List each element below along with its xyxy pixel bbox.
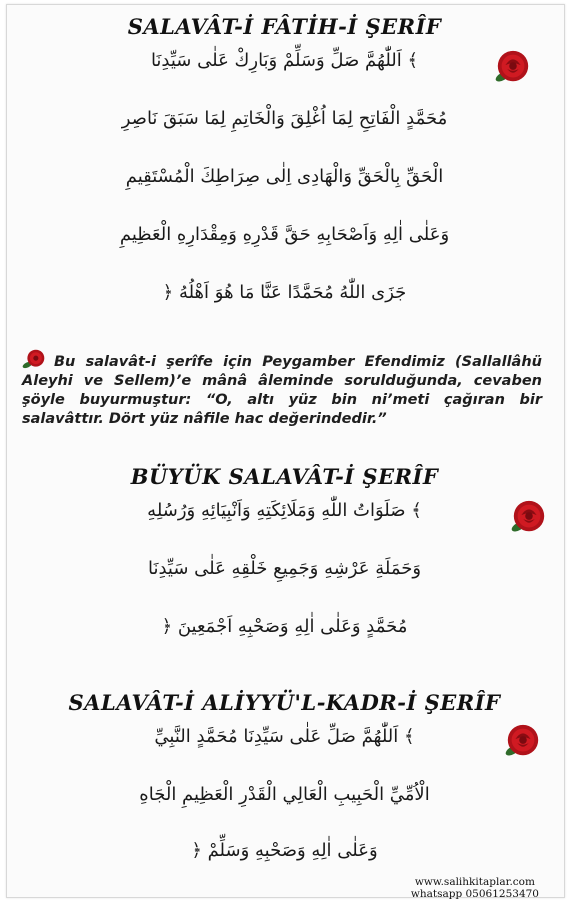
arabic-line: وَعَلٰى اٰلِهِ وَصَحْبِهِ وَسَلِّمْ ﴿ <box>191 840 378 861</box>
rose-icon <box>22 348 48 370</box>
website-link[interactable]: www.salihkitaplar.com <box>414 876 535 888</box>
virtue-note-text: Bu salavât-i şerîfe için Peygamber Efendimiz (Sallallâhü Aleyhi ve Sellem)’e mânâ âleminde sorulduğunda, cevaben şöyle buyurmuştur: “O, altı yüz bin ni’meti çağıran bir salavâttır. Dört yüz nâfile hac değerindedir.” <box>22 354 542 427</box>
whatsapp-number: whatsapp 05061253470 <box>410 888 539 900</box>
section-heading-fatih: SALAVÂT-İ FÂTİH-İ ŞERÎF <box>127 14 442 39</box>
section-heading-buyuk: BÜYÜK SALAVÂT-İ ŞERÎF <box>130 464 439 489</box>
arabic-line: مُحَمَّدٍ الْفَاتِحِ لِمَا اُغْلِقَ وَالْخَاتِمِ لِمَا سَبَقَ نَاصِرِ <box>121 108 448 129</box>
arabic-line: جَزَى اللّٰهُ مُحَمَّدًا عَنَّا مَا هُوَ اَهْلُهُ ﴿ <box>162 282 407 303</box>
arabic-line: ﴾ صَلَوَاتُ اللّٰهِ وَمَلَائِكَتِهِ وَاَنْبِيَائِهِ وَرُسُلِهِ <box>147 500 422 521</box>
arabic-line: وَعَلٰى اٰلِهِ وَاَصْحَابِهِ حَقَّ قَدْرِهِ وَمِقْدَارِهِ الْعَظِيمِ <box>119 224 450 245</box>
prayer-card <box>6 4 565 898</box>
arabic-line: الْاُمِّيِّ الْحَبِيبِ الْعَالِي الْقَدْرِ الْعَظِيمِ الْجَاهِ <box>139 784 430 805</box>
arabic-line: ﴾ اَللّٰهُمَّ صَلِّ وَسَلِّمْ وَبَارِكْ عَلٰى سَيِّدِنَا <box>150 50 419 71</box>
arabic-line: مُحَمَّدٍ وَعَلٰى اٰلِهِ وَصَحْبِهِ اَجْمَعِينَ ﴿ <box>161 616 408 637</box>
virtue-note <box>22 348 542 429</box>
publisher-footer <box>411 876 539 900</box>
section-heading-aliyyul-kadr: SALAVÂT-İ ALİYYÜ'L-KADR-İ ŞERÎF <box>68 690 501 715</box>
arabic-line: ﴾ اَللّٰهُمَّ صَلِّ عَلٰى سَيِّدِنَا مُحَمَّدٍ النَّبِيِّ <box>154 726 415 747</box>
arabic-line: الْحَقِّ بِالْحَقِّ وَالْهَادِى اِلٰى صِرَاطِكَ الْمُسْتَقِيمِ <box>125 166 444 187</box>
arabic-line: وَحَمَلَةِ عَرْشِهِ وَجَمِيعِ خَلْقِهِ عَلٰى سَيِّدِنَا <box>147 558 422 579</box>
